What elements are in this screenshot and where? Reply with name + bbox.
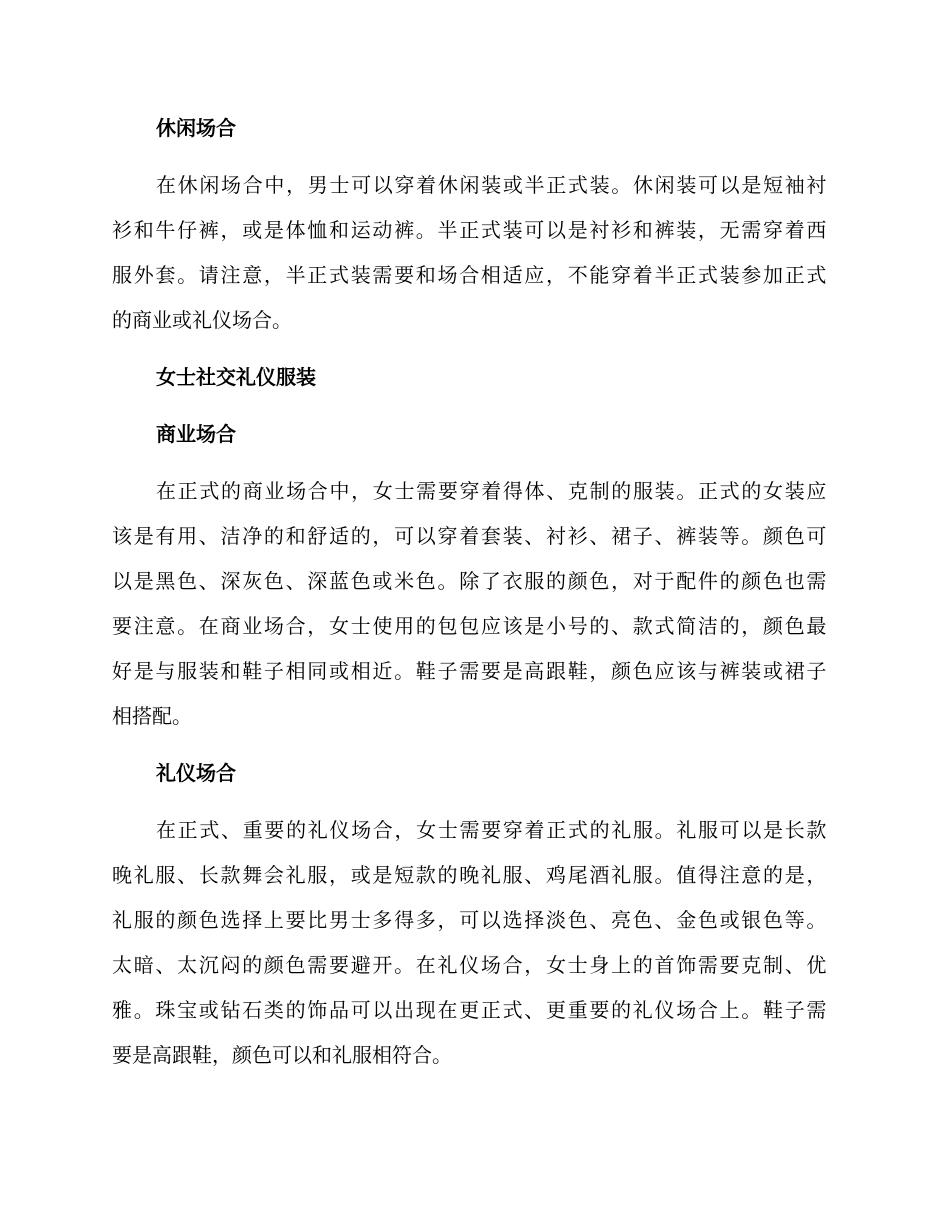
- paragraph-line: 服外套。请注意，半正式装需要和场合相适应，不能穿着半正式装参加正式: [112, 263, 829, 287]
- paragraph-line: 在正式的商业场合中，女士需要穿着得体、克制的服装。正式的女装应: [156, 479, 829, 503]
- paragraph-line: 礼服的颜色选择上要比男士多得多，可以选择淡色、亮色、金色或银色等。: [112, 908, 829, 932]
- section-heading-women: 女士社交礼仪服装: [156, 365, 316, 389]
- paragraph-line: 衫和牛仔裤，或是体恤和运动裤。半正式装可以是衬衫和裤装，无需穿着西: [112, 218, 829, 242]
- paragraph-casual: [112, 163, 832, 343]
- paragraph-line: 的商业或礼仪场合。: [112, 308, 292, 332]
- paragraph-ceremony: [112, 808, 832, 1078]
- section-heading-casual: 休闲场合: [156, 116, 236, 140]
- paragraph-business: [112, 469, 832, 739]
- document-page: [112, 106, 832, 1090]
- paragraph-line: 雅。珠宝或钻石类的饰品可以出现在更正式、更重要的礼仪场合上。鞋子需: [112, 998, 829, 1022]
- paragraph-line: 晚礼服、长款舞会礼服，或是短款的晚礼服、鸡尾酒礼服。值得注意的是，: [112, 863, 829, 887]
- section-heading-business: 商业场合: [156, 422, 236, 446]
- paragraph-line: 以是黑色、深灰色、深蓝色或米色。除了衣服的颜色，对于配件的颜色也需: [112, 569, 829, 593]
- section-heading-ceremony: 礼仪场合: [156, 761, 236, 785]
- paragraph-line: 要是高跟鞋，颜色可以和礼服相符合。: [112, 1043, 452, 1067]
- paragraph-line: 相搭配。: [112, 704, 192, 728]
- paragraph-line: 要注意。在商业场合，女士使用的包包应该是小号的、款式简洁的，颜色最: [112, 614, 829, 638]
- paragraph-line: 好是与服装和鞋子相同或相近。鞋子需要是高跟鞋，颜色应该与裤装或裙子: [112, 659, 829, 683]
- paragraph-line: 太暗、太沉闷的颜色需要避开。在礼仪场合，女士身上的首饰需要克制、优: [112, 953, 829, 977]
- paragraph-line: 在休闲场合中，男士可以穿着休闲装或半正式装。休闲装可以是短袖衬: [156, 173, 829, 197]
- paragraph-line: 该是有用、洁净的和舒适的，可以穿着套装、衬衫、裙子、裤装等。颜色可: [112, 524, 829, 548]
- paragraph-line: 在正式、重要的礼仪场合，女士需要穿着正式的礼服。礼服可以是长款: [156, 818, 829, 842]
